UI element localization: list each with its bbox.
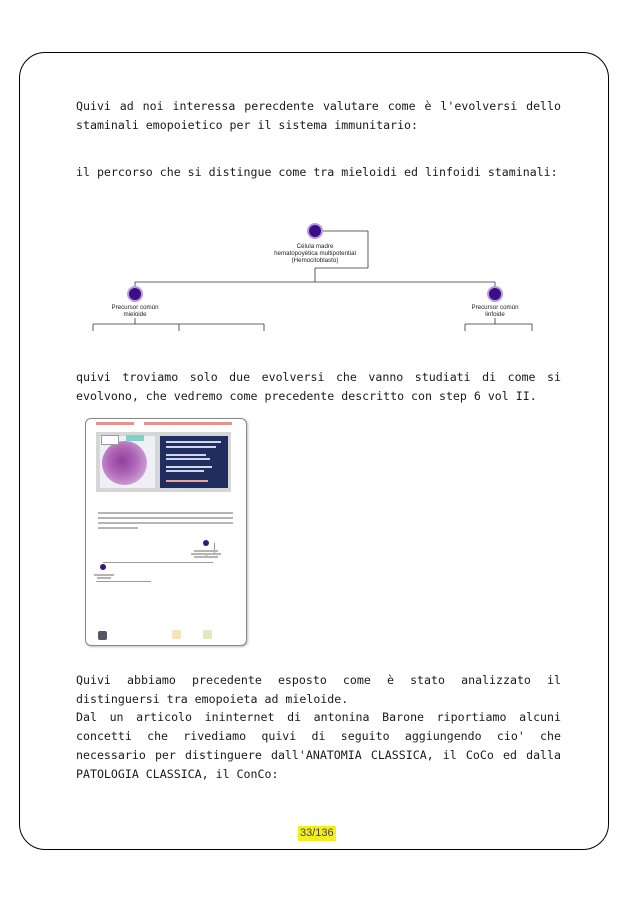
embedded-page-thumbnail: [85, 418, 247, 646]
root-node: [309, 225, 321, 237]
page-number: 33/136: [300, 827, 334, 839]
lymphoid-label-1: Precursor común: [471, 304, 519, 311]
erythroblast-cell-image: [102, 441, 147, 485]
myeloid-node: [129, 288, 141, 300]
root-label-3: (Hemocitoblasto): [291, 257, 339, 264]
thumbnail-slide-image: [96, 432, 231, 492]
lymphoid-node: [489, 288, 501, 300]
paragraph-intro: Quivi ad noi interessa perecdente valutare come è l'evolversi dello staminali emopoietico per il sistema immunitario:: [76, 99, 561, 132]
paragraph-evolution: quivi troviamo solo due evolversi che vanno studiati di come si evolvono, che vedremo come precedente descritto con step 6 vol II.: [76, 370, 561, 403]
paragraph-path: il percorso che si distingue come tra mieloidi ed linfoidi staminali:: [76, 165, 558, 179]
myeloid-label-1: Precursor común: [111, 304, 159, 311]
root-label-2: hematopoyética multipotential: [274, 250, 356, 257]
lymphoid-label-2: linfoide: [485, 311, 505, 318]
paragraph-myeloid: Quivi abbiamo precedente esposto come è stato analizzato il distinguersi tra emopoieta ad mieloide.: [76, 673, 561, 706]
root-label-1: Célula madre: [296, 243, 334, 250]
paragraph-article: Dal un articolo ininternet di antonina Barone riportiamo alcuni concetti che rivediamo quivi di seguito aggiungendo cio' che necessario per distinguere dall'ANATOMIA CLASSICA, il CoCo ed dalla PATOLOGIA CLASSICA, il ConCo:: [76, 710, 561, 781]
myeloid-label-2: mieloide: [123, 311, 147, 318]
